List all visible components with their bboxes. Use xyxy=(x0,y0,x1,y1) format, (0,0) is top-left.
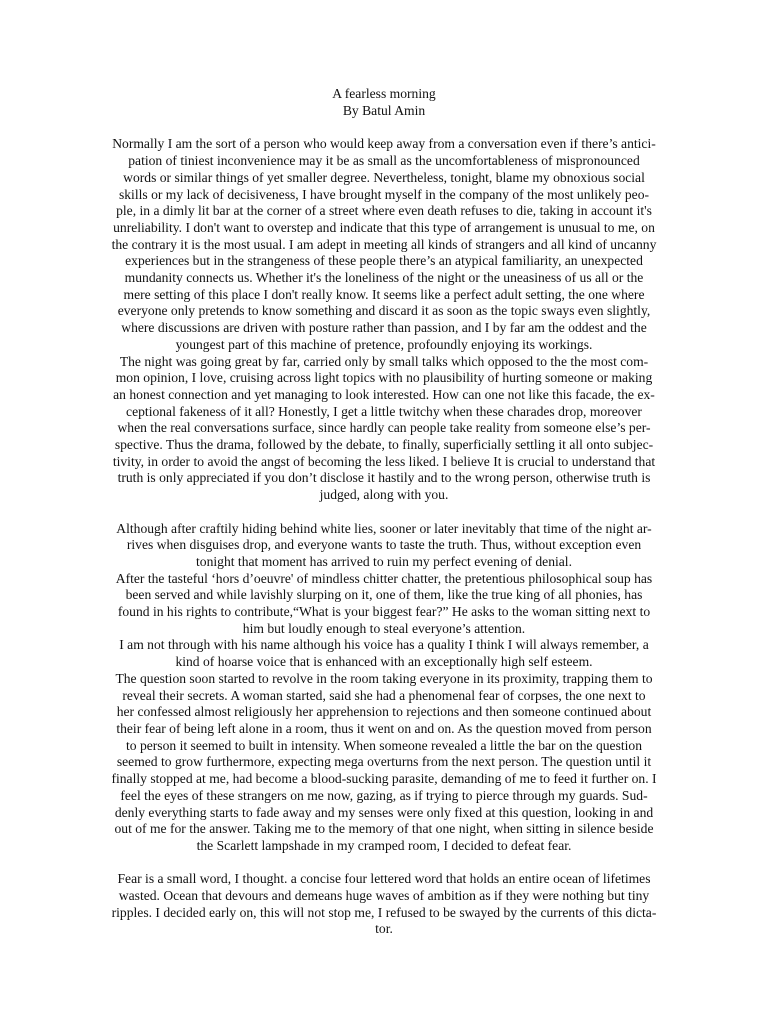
text-line: reveal their secrets. A woman started, said she had a phenomenal fear of corpses, the one next to xyxy=(122,687,646,703)
paragraph xyxy=(70,671,698,855)
text-line: their fear of being left alone in a room, thus it went on and on. As the question moved from person xyxy=(116,721,652,736)
text-line: the Scarlett lampshade in my cramped room, I decided to defeat fear. xyxy=(196,837,572,853)
text-line: the contrary it is the most usual. I am adept in meeting all kinds of strangers and all kind of uncanny xyxy=(111,236,657,252)
paragraph xyxy=(70,521,698,571)
text-line: The night was going great by far, carried only by small talks which opposed to the the most com- xyxy=(119,353,649,369)
paragraph xyxy=(70,354,698,504)
text-line: Normally I am the sort of a person who would keep away from a conversation even if there’s antici- xyxy=(112,136,656,152)
text-line: where discussions are driven with posture rather than passion, and I by far am the oddest and the xyxy=(121,320,647,336)
text-line: tivity, in order to avoid the angst of becoming the less liked. I believe It is crucial to understand that xyxy=(112,453,656,469)
text-line: him but loudly enough to steal everyone’s attention. xyxy=(242,620,526,636)
text-line: everyone only pretends to know something and discard it as soon as the topic sways even slightly, xyxy=(117,303,651,319)
text-line: Although after craftily hiding behind white lies, sooner or later inevitably that time of the night ar- xyxy=(116,520,652,536)
text-line: youngest part of this machine of pretence, profoundly enjoying its workings. xyxy=(175,336,593,352)
text-line: spective. Thus the drama, followed by the debate, to finally, superficially settling it all onto subjec- xyxy=(114,437,654,453)
text-line: mon opinion, I love, cruising across light topics with no plausibility of hurting someone or making xyxy=(115,370,653,386)
paragraph xyxy=(70,136,698,353)
text-line: pation of tiniest inconvenience may it be as small as the uncomfortableness of mispronounced xyxy=(128,153,640,169)
text-line: an honest connection and yet managing to look interested. How can one not like this facade, the ex- xyxy=(113,386,655,402)
text-line: denly everything starts to fade away and my senses were only fixed at this question, looking in and xyxy=(114,804,654,820)
text-line: her confessed almost religiously her apprehension to rejections and then someone continued about xyxy=(116,704,652,720)
paragraph xyxy=(70,571,698,638)
text-line: words or similar things of yet smaller degree. Nevertheless, tonight, blame my obnoxious social xyxy=(123,169,645,185)
paragraph-gap xyxy=(70,504,698,521)
document-author: By Batul Amin xyxy=(342,102,426,118)
text-line: After the tasteful ‘hors d’oeuvre' of mindless chitter chatter, the pretentious philosophical soup has xyxy=(115,570,653,586)
text-line: mundanity connects us. Whether it's the loneliness of the night or the uneasiness of us all or the xyxy=(124,270,644,286)
text-line: tor. xyxy=(375,921,393,937)
text-line: feel the eyes of these strangers on me now, gazing, as if trying to pierce through my guards. Sud- xyxy=(120,787,648,803)
text-line: tonight that moment has arrived to ruin my perfect evening of denial. xyxy=(196,553,572,569)
text-line: ple, in a dimly lit bar at the corner of a street where even death refuses to die, taking in account it's xyxy=(116,203,652,219)
text-line: seemed to grow furthermore, expecting mega overturns from the next person. The question until it xyxy=(116,754,652,770)
text-line: kind of hoarse voice that is enhanced with an exceptionally high self esteem. xyxy=(175,654,593,670)
text-line: truth is only appreciated if you don’t disclose it hastily and to the wrong person, otherwise truth is xyxy=(117,470,651,486)
text-line: skills or my lack of decisiveness, I have brought myself in the company of the most unlikely peo- xyxy=(118,186,650,202)
text-line: The question soon started to revolve in the room taking everyone in its proximity, trapping them to xyxy=(115,670,653,686)
text-line: mere setting of this place I don't really know. It seems like a perfect adult setting, the one where xyxy=(123,286,645,302)
document-body xyxy=(70,136,698,938)
text-line: when the real conversations surface, since hardly can people take reality from someone else’s per- xyxy=(117,420,651,436)
text-line: unreliability. I don't want to overstep and indicate that this type of arrangement is unusual to me, on xyxy=(113,219,655,235)
paragraph xyxy=(70,871,698,938)
text-line: ceptional fakeness of it all? Honestly, I get a little twitchy when these charades drop, moreover xyxy=(126,403,642,419)
document-title: A fearless morning xyxy=(332,86,436,101)
text-line: wasted. Ocean that devours and demeans huge waves of ambition as if they were nothing but tiny xyxy=(118,888,650,904)
paragraph xyxy=(70,637,698,670)
paragraph-gap xyxy=(70,855,698,872)
title-block xyxy=(70,86,698,119)
text-line: rives when disguises drop, and everyone wants to taste the truth. Thus, without exception even xyxy=(126,537,642,553)
text-line: Fear is a small word, I thought. a concise four lettered word that holds an entire ocean of lifetimes xyxy=(117,871,651,887)
text-line: experiences but in the strangeness of these people there’s an atypical familiarity, an unexpected xyxy=(125,253,643,269)
text-line: I am not through with his name although his voice has a quality I think I will always remember, a xyxy=(119,637,649,653)
document-page xyxy=(70,86,698,938)
text-line: judged, along with you. xyxy=(319,487,449,503)
text-line: out of me for the answer. Taking me to the memory of that one night, when sitting in silence beside xyxy=(114,821,654,837)
text-line: been served and while lavishly slurping on it, one of them, like the true king of all phonies, has xyxy=(125,587,643,603)
text-line: finally stopped at me, had become a blood-sucking parasite, demanding of me to feed it further on. I xyxy=(111,771,657,787)
text-line: ripples. I decided early on, this will not stop me, I refused to be swayed by the currents of this dicta- xyxy=(111,904,657,920)
text-line: to person it seemed to built in intensity. When someone revealed a little the bar on the question xyxy=(125,737,643,753)
text-line: found in his rights to contribute,“What is your biggest fear?” He asks to the woman sitting next to xyxy=(117,604,651,620)
